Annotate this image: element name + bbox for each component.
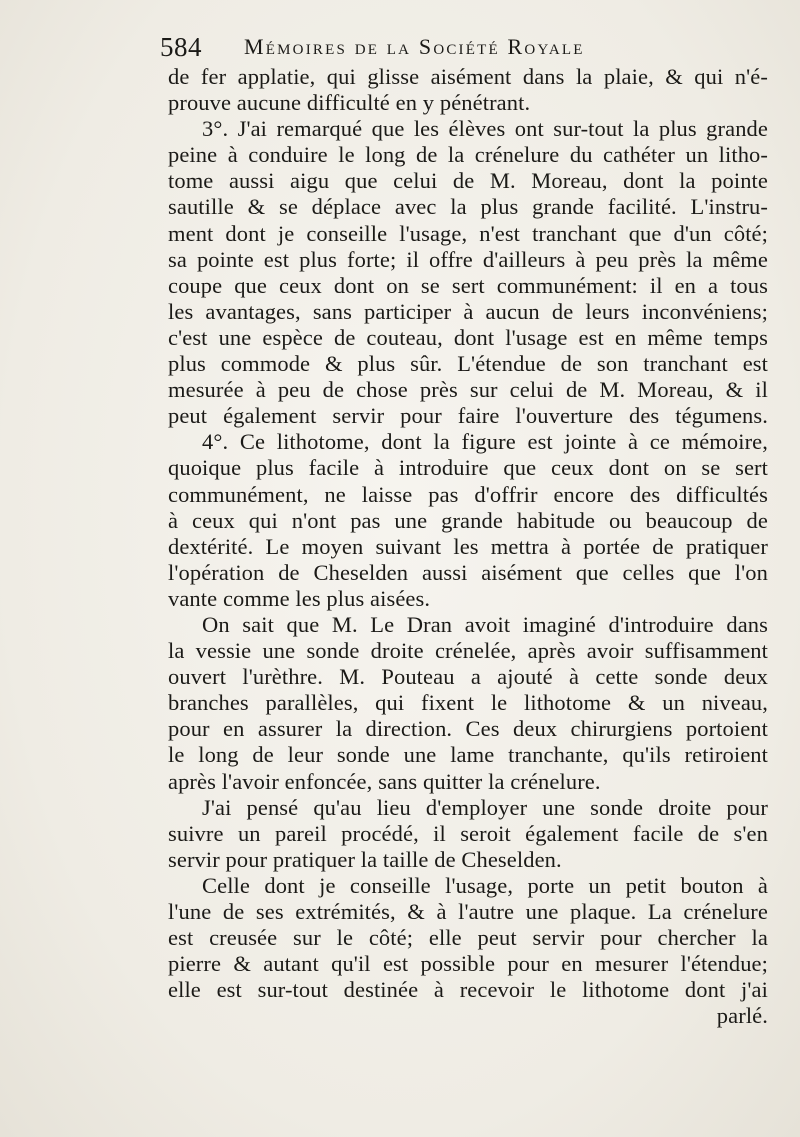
- text-line: 3°. J'ai remarqué que les élèves ont sur-tout la plus grande: [202, 116, 768, 142]
- text-line: après l'avoir enfoncée, sans quitter la crénelure.: [168, 768, 601, 794]
- text-line: sa pointe est plus forte; il offre d'ailleurs à peu près la même: [168, 246, 768, 272]
- text-line: de fer applatie, qui glisse aisément dans la plaie, & qui n'é-: [168, 64, 768, 89]
- text-line: dextérité. Le moyen suivant les mettra à portée de pratiquer: [168, 533, 768, 559]
- text-line: prouve aucune difficulté en y pénétrant.: [168, 90, 531, 116]
- text-line: l'une de ses extrémités, & à l'autre une plaque. La crénelure: [168, 899, 768, 924]
- text-line: Celle dont je conseille l'usage, porte un petit bouton à: [202, 872, 768, 898]
- text-line: quoique plus facile à introduire que ceux dont on se sert: [168, 455, 768, 481]
- text-line: mesurée à peu de chose près sur celui de M. Moreau, & il: [168, 377, 768, 403]
- text-line: servir pour pratiquer la taille de Cheselden.: [168, 846, 562, 872]
- text-line: ouvert l'urèthre. M. Pouteau a ajouté à cette sonde deux: [168, 664, 768, 690]
- text-line: la vessie une sonde droite crénelée, après avoir suffisamment: [168, 638, 768, 664]
- text-line: coupe que ceux dont on se sert communément: il en a tous: [168, 272, 768, 298]
- body-text: [168, 64, 768, 1029]
- text-line: elle est sur-tout destinée à recevoir le lithotome dont j'ai: [168, 977, 768, 1003]
- text-line: ment dont je conseille l'usage, n'est tranchant que d'un côté;: [168, 220, 768, 246]
- text-line: plus commode & plus sûr. L'étendue de son tranchant est: [168, 351, 768, 377]
- running-title: Mémoires de la Société Royale: [244, 34, 585, 59]
- text-line: pour en assurer la direction. Ces deux chirurgiens portoient: [168, 716, 768, 742]
- text-line: 4°. Ce lithotome, dont la figure est jointe à ce mémoire,: [202, 429, 768, 455]
- page-header: [160, 28, 780, 68]
- text-line: le long de leur sonde une lame tranchante, qu'ils retiroient: [168, 742, 768, 768]
- text-line: l'opération de Cheselden aussi aisément que celles que l'on: [168, 559, 768, 585]
- text-line: pierre & autant qu'il est possible pour en mesurer l'étendue;: [168, 951, 768, 977]
- text-line: vante comme les plus aisées.: [168, 585, 431, 611]
- text-line: peine à conduire le long de la crénelure du cathéter un litho-: [168, 142, 768, 168]
- text-line: peut également servir pour faire l'ouverture des tégumens.: [168, 403, 768, 429]
- page-number: 584: [160, 32, 202, 62]
- text-line: On sait que M. Le Dran avoit imaginé d'introduire dans: [202, 611, 768, 637]
- catchword: parlé.: [716, 1003, 768, 1029]
- text-line: sautille & se déplace avec la plus grande facilité. L'instru-: [168, 194, 768, 220]
- text-line: suivre un pareil procédé, il seroit également facile de s'en: [168, 820, 768, 846]
- text-line: les avantages, sans participer à aucun de leurs inconvéniens;: [168, 298, 768, 324]
- text-line: c'est une espèce de couteau, dont l'usage est en même temps: [168, 324, 768, 350]
- text-line: communément, ne laisse pas d'offrir encore des difficultés: [168, 481, 768, 507]
- text-line: J'ai pensé qu'au lieu d'employer une sonde droite pour: [202, 794, 768, 820]
- text-line: tome aussi aigu que celui de M. Moreau, dont la pointe: [168, 168, 768, 194]
- text-line: est creusée sur le côté; elle peut servir pour chercher la: [168, 925, 768, 951]
- text-line: à ceux qui n'ont pas une grande habitude ou beaucoup de: [168, 507, 768, 533]
- text-line: branches parallèles, qui fixent le lithotome & un niveau,: [168, 690, 768, 716]
